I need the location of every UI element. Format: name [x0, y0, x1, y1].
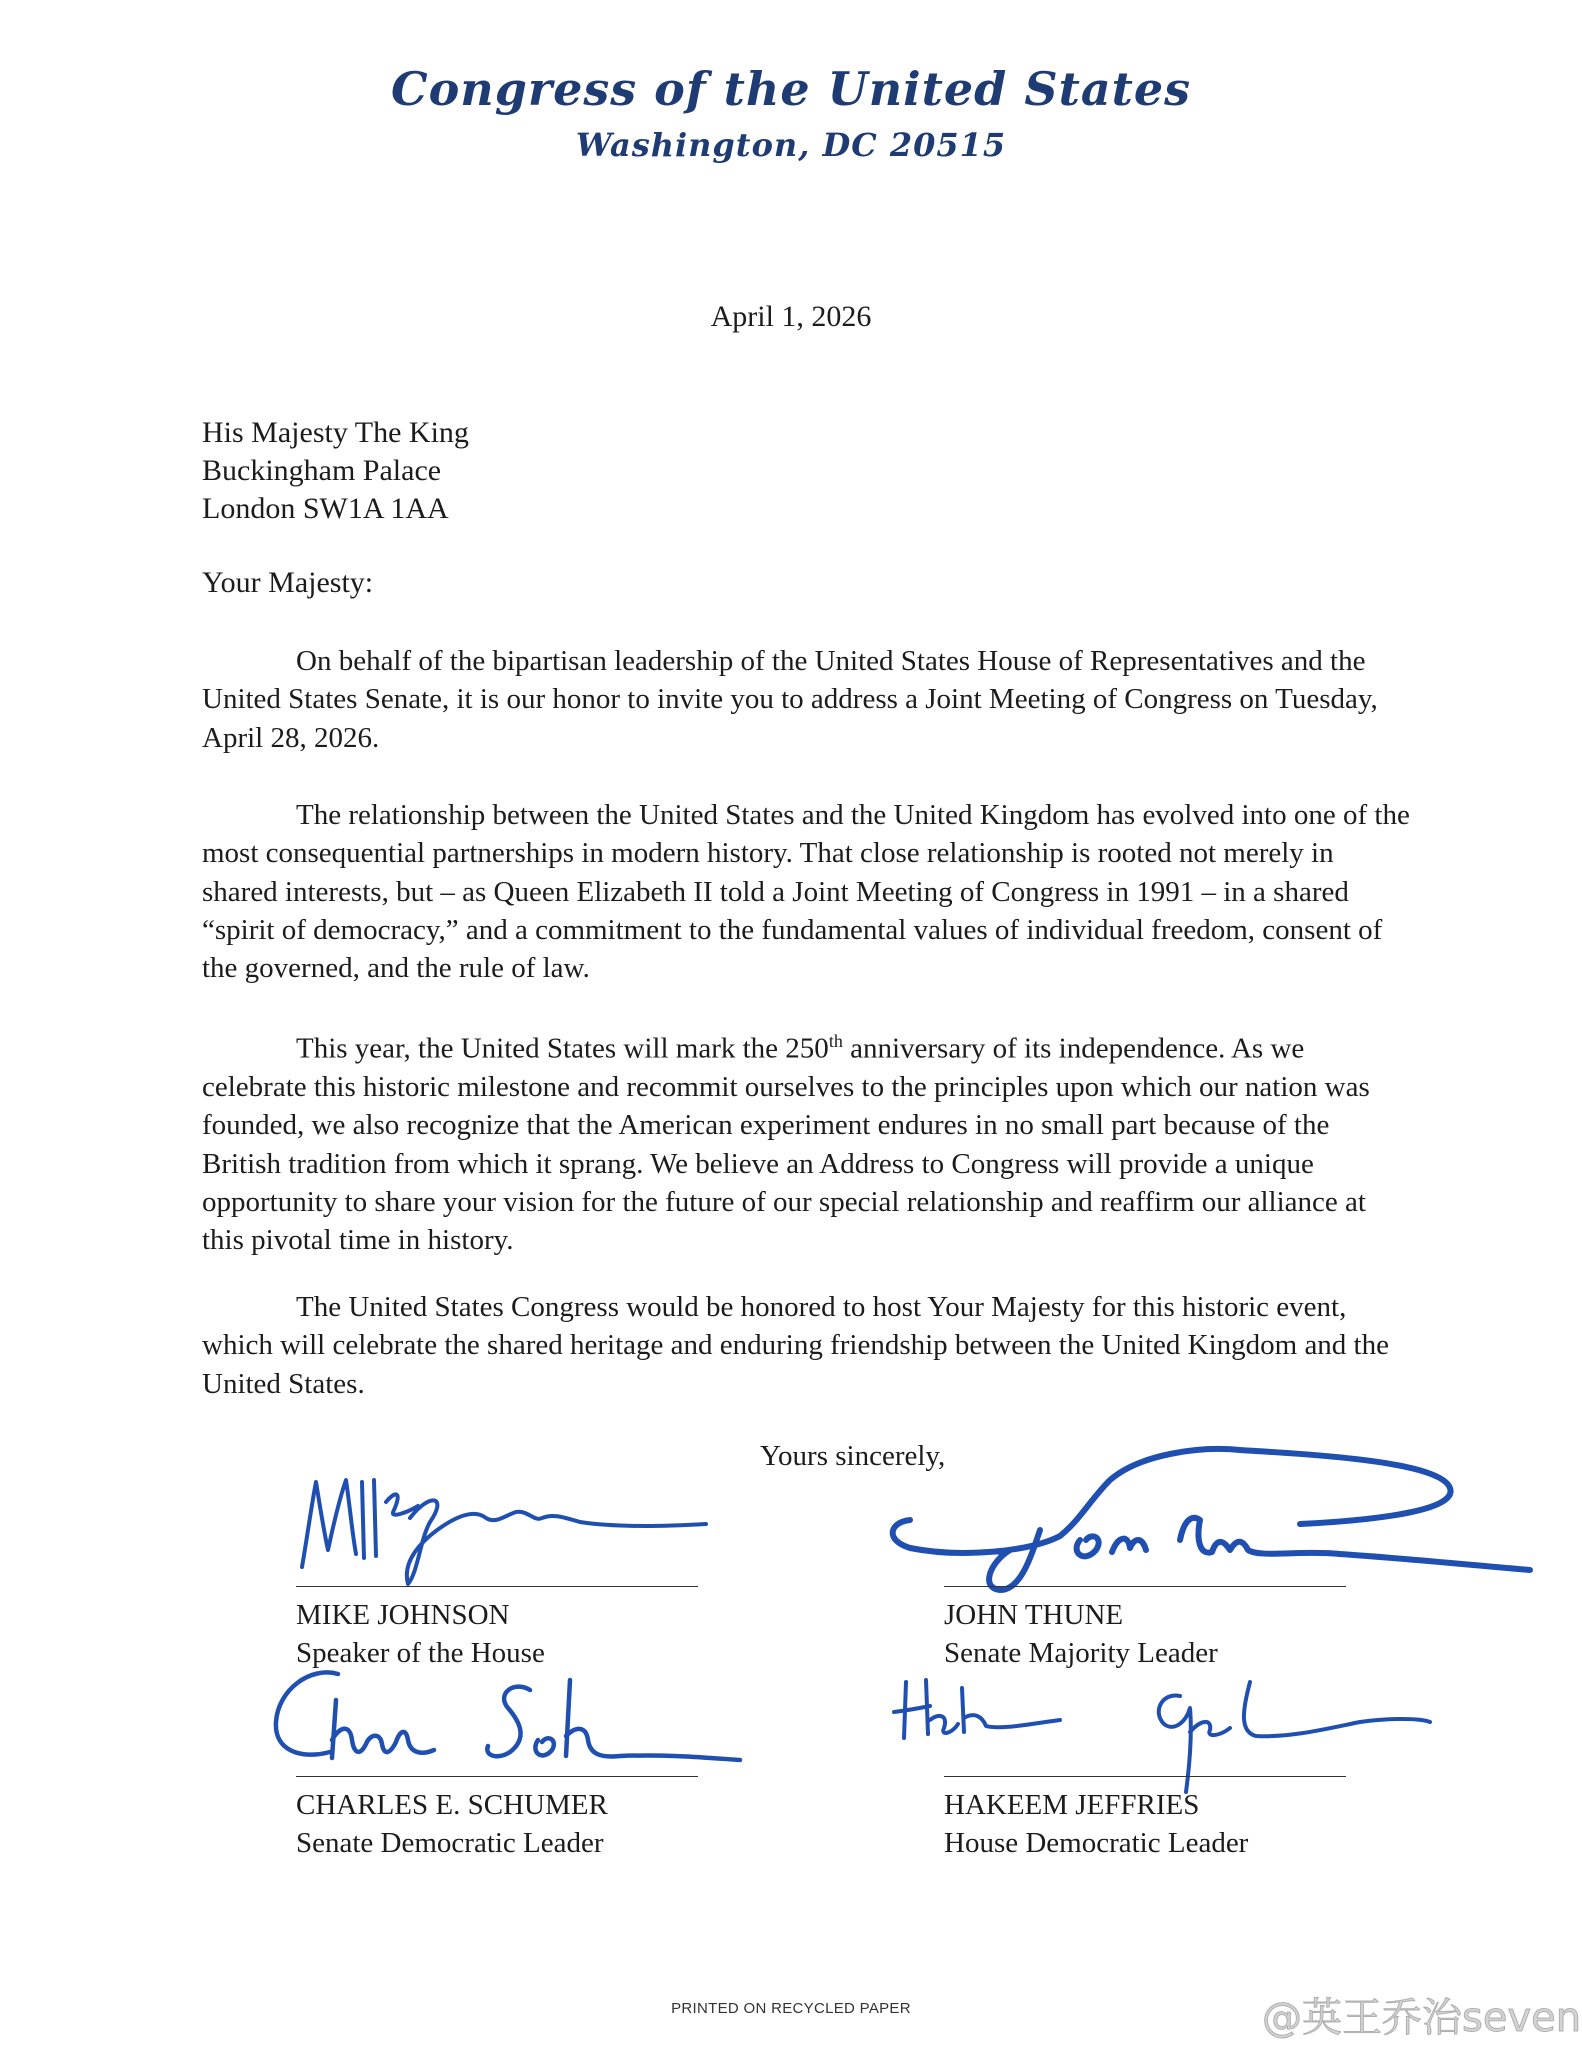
signatory-title: Senate Democratic Leader — [296, 1827, 604, 1859]
signatory-thune — [944, 1596, 1218, 1672]
signature-line-johnson — [296, 1586, 698, 1587]
paragraph-3-rest: anniversary of its independence. As we celebrate this historic milestone and recommit ourselves to the principles upon which our nation was founded, we also recognize that the American experiment endures in no small part because of the British tradition from which it sprang. We believe an Address to Congress will provide a unique opportunity to share your vision for the future of our special relationship and reaffirm our alliance at this pivotal time in history. — [202, 1032, 1370, 1257]
signatory-name: JOHN THUNE — [944, 1599, 1124, 1631]
watermark: @英王乔治seven — [1262, 1995, 1582, 2041]
recipient-line-1: His Majesty The King — [202, 416, 469, 449]
salutation: Your Majesty: — [202, 566, 374, 599]
letterhead-title: Congress of the United States — [390, 62, 1192, 116]
signature-line-schumer — [296, 1776, 698, 1777]
signature-jeffries — [890, 1672, 1450, 1802]
signatory-name: HAKEEM JEFFRIES — [944, 1789, 1200, 1821]
signatory-title: Senate Majority Leader — [944, 1637, 1218, 1669]
signatory-title: House Democratic Leader — [944, 1827, 1249, 1859]
footer-recycled-paper: PRINTED ON RECYCLED PAPER — [671, 2000, 911, 2017]
letter-date: April 1, 2026 — [710, 300, 872, 333]
signature-line-jeffries — [944, 1776, 1346, 1777]
signature-schumer — [270, 1660, 750, 1780]
body-paragraph-2: The relationship between the United States and the United Kingdom has evolved into one of the most consequential partnerships in modern history. That close relationship is rooted not merely in shared interests, but – as Queen Elizabeth II told a Joint Meeting of Congress in 1991 – in a shared “spirit of democracy,” and a commitment to the fundamental values of individual freedom, consent of the governed, and the rule of law. — [202, 799, 1410, 985]
body-paragraph-3 — [202, 1022, 1412, 1259]
signatory-jeffries — [944, 1786, 1248, 1862]
recipient-line-3: London SW1A 1AA — [202, 492, 449, 525]
body-paragraph-1: On behalf of the bipartisan leadership of the United States House of Representatives and the United States Senate, it is our honor to invite you to address a Joint Meeting of Congress on Tuesday, April 28, 2026. — [202, 645, 1378, 754]
paragraph-3-start: This year, the United States will mark the 250 — [296, 1032, 829, 1065]
signatory-title: Speaker of the House — [296, 1637, 545, 1669]
signatory-name: CHARLES E. SCHUMER — [296, 1789, 608, 1821]
signatory-schumer — [296, 1786, 608, 1862]
letterhead-address: Washington, DC 20515 — [575, 126, 1007, 164]
signature-line-thune — [944, 1586, 1346, 1587]
signatory-name: MIKE JOHNSON — [296, 1599, 510, 1631]
recipient-line-2: Buckingham Palace — [202, 454, 442, 487]
recipient-address — [202, 414, 469, 528]
closing: Yours sincerely, — [760, 1440, 946, 1472]
signature-johnson — [290, 1462, 720, 1592]
ordinal-suffix: th — [828, 1031, 843, 1051]
body-paragraph-4: The United States Congress would be honored to host Your Majesty for this historic event, which will celebrate the shared heritage and enduring friendship between the United Kingdom and the United States. — [202, 1291, 1389, 1400]
signature-thune — [880, 1440, 1540, 1610]
